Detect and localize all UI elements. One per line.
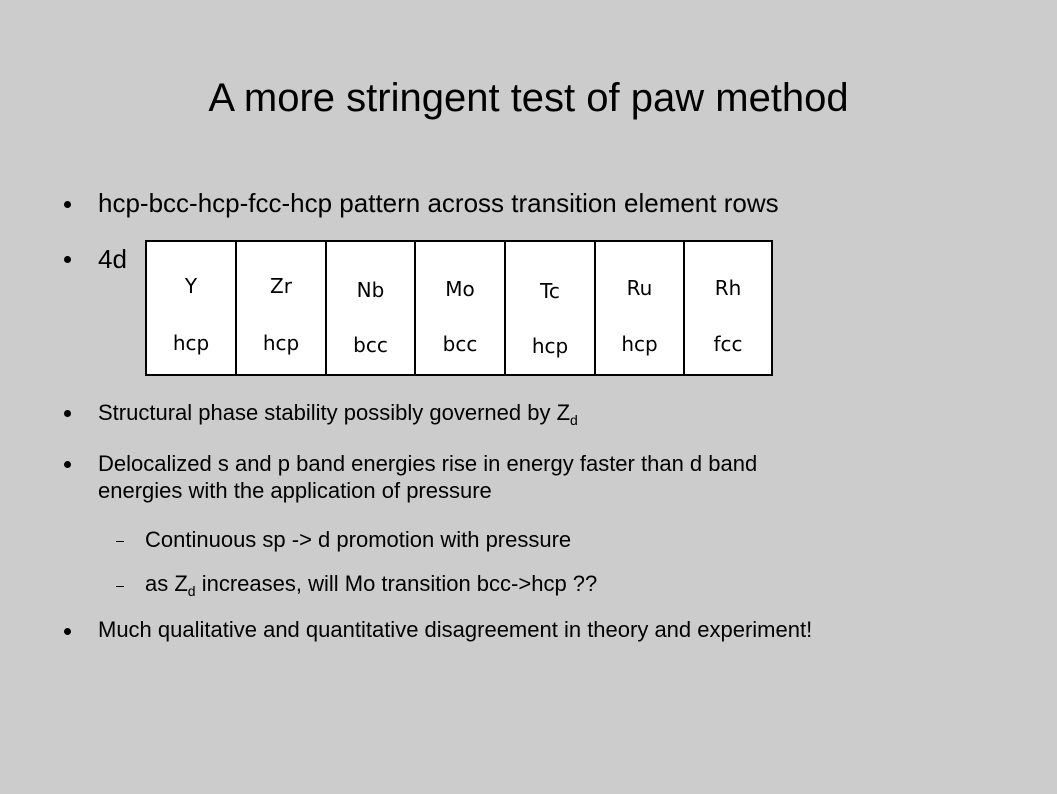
sub-bullet-dash	[116, 541, 124, 542]
element-phase: hcp	[262, 331, 300, 355]
sub-bullet-mo-transition	[145, 571, 597, 604]
element-cell-Ru	[594, 240, 685, 376]
element-symbol: Ru	[626, 276, 653, 300]
row-label: 4d	[98, 244, 127, 274]
element-cell-Rh	[683, 240, 773, 376]
delocalized-line-1: Delocalized s and p band energies rise in energy faster than d band	[98, 451, 758, 476]
element-phase: hcp	[621, 332, 658, 356]
pattern-text: hcp-bcc-hcp-fcc-hcp pattern across transition element rows	[98, 188, 779, 218]
element-cell-Tc	[504, 240, 596, 376]
element-symbol: Mo	[445, 277, 475, 301]
element-symbol: Nb	[356, 278, 385, 302]
element-cell-Zr	[235, 240, 327, 376]
element-phase-table	[145, 240, 773, 376]
sub-bullet-promotion: Continuous sp -> d promotion with pressure	[145, 527, 572, 552]
element-phase: fcc	[713, 332, 743, 356]
bullet-dot	[64, 461, 71, 468]
bullet-dot	[64, 628, 71, 635]
element-phase: bcc	[442, 332, 478, 356]
disagreement-text: Much qualitative and quantitative disagreement in theory and experiment!	[98, 617, 813, 642]
element-phase: hcp	[531, 334, 569, 358]
element-cell-Nb	[325, 240, 416, 376]
stability-subscript: d	[570, 412, 578, 428]
sub-bullet-dash	[116, 586, 124, 587]
sub2-subscript: d	[187, 583, 196, 599]
element-symbol: Y	[184, 274, 198, 298]
bullet-dot	[64, 410, 71, 417]
bullet-dot	[64, 256, 71, 263]
element-symbol: Rh	[714, 276, 742, 300]
delocalized-line-2: energies with the application of pressure	[98, 478, 492, 503]
element-phase: bcc	[353, 333, 388, 357]
stability-text	[98, 400, 578, 433]
element-symbol: Tc	[540, 279, 560, 303]
element-symbol: Zr	[270, 274, 292, 298]
bullet-dot	[64, 201, 71, 208]
stability-prefix: Structural phase stability possibly governed by Z	[98, 400, 571, 425]
slide-title: A more stringent test of paw method	[208, 76, 849, 120]
sub2-suffix: increases, will Mo transition bcc->hcp ??	[195, 571, 598, 596]
element-phase: hcp	[172, 331, 210, 355]
sub2-prefix: as Z	[145, 571, 188, 596]
element-cell-Y	[145, 240, 237, 376]
element-cell-Mo	[414, 240, 506, 376]
